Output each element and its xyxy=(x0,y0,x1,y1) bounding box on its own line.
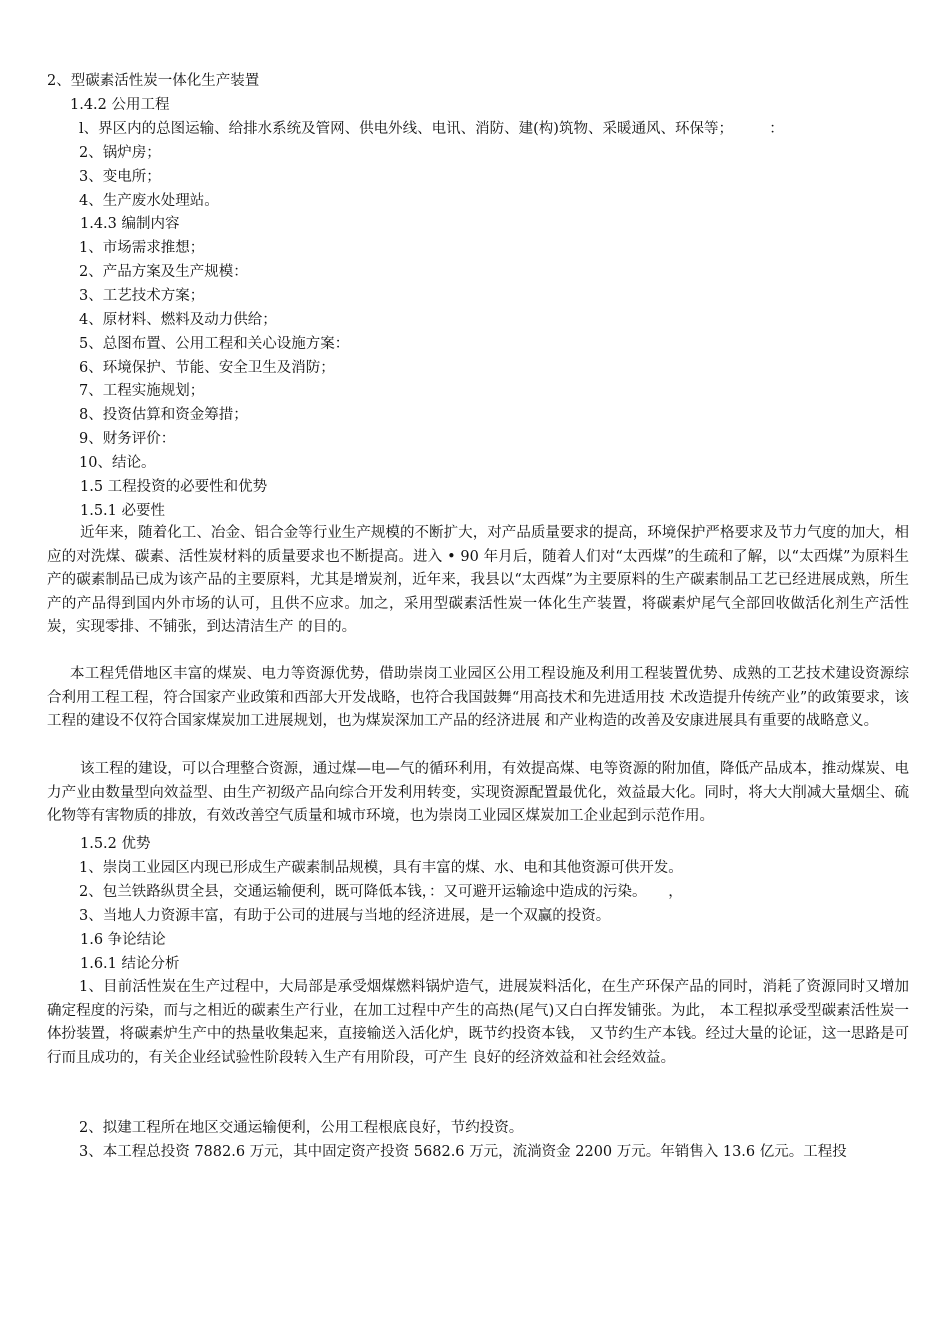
list-item: 2、锅炉房； xyxy=(79,145,161,161)
section-1-5-heading: 1.5 工程投资的必要性和优势 xyxy=(80,479,268,495)
list-item: 10、结论。 xyxy=(79,455,156,471)
list-item: 3、当地人力资源丰富，有助于公司的进展与当地的经济进展，是一个双赢的投资。 xyxy=(79,908,611,924)
list-item: 3、工艺技术方案； xyxy=(79,288,205,304)
section-1-4-2-heading: 1.4.2 公用工程 xyxy=(70,97,170,113)
list-item: 1、市场需求推想； xyxy=(79,240,205,256)
paragraph-necessity-3: 该工程的建设，可以合理整合资源，通过煤—电—气的循环利用，有效提高煤、电等资源的附加值，降低产品成本，推动煤炭、电力产业由数量型向效益型、由生产初级产品向综合开发利用转变，实现资源配置最优化，效益最大化。同时，将大大削减大量烟尘、硫化物等有害物质的排放，有效改善空气质量和城市环境，也为崇岗工业园区煤炭加工企业起到示范作用。 xyxy=(47,761,909,825)
list-item: 4、原材料、燃料及动力供给； xyxy=(79,312,277,328)
section-1-5-1-heading: 1.5.1 必要性 xyxy=(80,503,166,519)
section-1-5-2-heading: 1.5.2 优势 xyxy=(80,836,151,852)
section-1-6-heading: 1.6 争论结论 xyxy=(80,932,166,948)
section-1-4-3-heading: 1.4.3 编制内容 xyxy=(80,216,180,232)
list-item: 2、包兰铁路纵贯全县，交通运输便利，既可降低本钱，：又可避开运输途中造成的污染。 ， xyxy=(79,884,683,900)
list-item: 2、产品方案及生产规模： xyxy=(79,264,248,280)
paragraph-necessity-1: 近年来，随着化工、冶金、铝合金等行业生产规模的不断扩大，对产品质量要求的提高，环境保护严格要求及节力气度的加大，相应的对洗煤、碳素、活性炭材料的质量要求也不断提高。进入 • 90 年月后，随着人们对“太西煤”的生疏和了解，以“太西煤”为原料生产的碳素制品已成为该产品的主要原料，尤其是增炭剂，近年来，我县以“太西煤”为主要原料的生产碳素制品工艺已经进展成熟，所生产的产品得到国内外市场的认可，且供不应求。加之，采用型碳素活性炭一体化生产装置，将碳素炉尾气全部回收做活化剂生产活性炭，实现零排、不铺张，到达清洁生产 的目的。 xyxy=(47,525,909,636)
list-item: 4、生产废水处理站。 xyxy=(79,193,219,209)
list-item: 9、财务评价： xyxy=(79,431,176,447)
paragraph-necessity-2: 本工程凭借地区丰富的煤炭、电力等资源优势，借助崇岗工业园区公用工程设施及利用工程装置优势、成熟的工艺技术建设资源综合利用工程工程，符合国家产业政策和西部大开发战略，也符合我国鼓舞“用高技术和先进适用技 术改造提升传统产业”的政策要求，该工程的建设不仅符合国家煤炭加工进展规划，也为煤炭深加工产品的经济进展 和产业构造的改善及安康进展具有重要的战略意义。 xyxy=(47,666,909,730)
list-item: 1、崇岗工业园区内现已形成生产碳素制品规模，具有丰富的煤、水、电和其他资源可供开发。 xyxy=(79,860,683,876)
list-item: 5、总图布置、公用工程和关心设施方案： xyxy=(79,336,350,352)
list-item: 3、本工程总投资 7882.6 万元，其中固定资产投资 5682.6 万元，流淌资金 2200 万元。年销售入 13.6 亿元。工程投 xyxy=(79,1144,847,1160)
list-item: 8、投资估算和资金筹措； xyxy=(79,407,248,423)
section-1-6-1-heading: 1.6.1 结论分析 xyxy=(80,956,180,972)
list-item: 6、环境保护、节能、安全卫生及消防； xyxy=(79,360,335,376)
list-item: 7、工程实施规划； xyxy=(79,383,205,399)
list-item: 3、变电所； xyxy=(79,169,161,185)
list-item: 2、拟建工程所在地区交通运输便利，公用工程根底良好，节约投资。 xyxy=(79,1120,524,1136)
item-heading-2: 2、型碳素活性炭一体化生产装置 xyxy=(47,73,260,89)
paragraph-conclusion-1: 1、目前活性炭在生产过程中，大局部是承受烟煤燃料锅炉造气，进展炭料活化，在生产环保产品的同时，消耗了资源同时又增加确定程度的污染，而与之相近的碳素生产行业，在加工过程中产生的高热(尾气)又白白挥发铺张。为此， 本工程拟承受型碳素活性炭一体扮装置，将碳素炉生产中的热量收集起来，直接输送入活化炉，既节约投资本钱， 又节约生产本钱。经过大量的论证，这一思路是可行而且成功的，有关企业经试验性阶段转入生产有用阶段，可产生 良好的经济效益和社会经效益。 xyxy=(47,979,909,1066)
list-item: l、界区内的总图运输、给排水系统及管网、供电外线、电讯、消防、建(构)筑物、采暖通风、环保等； ： xyxy=(79,121,784,137)
